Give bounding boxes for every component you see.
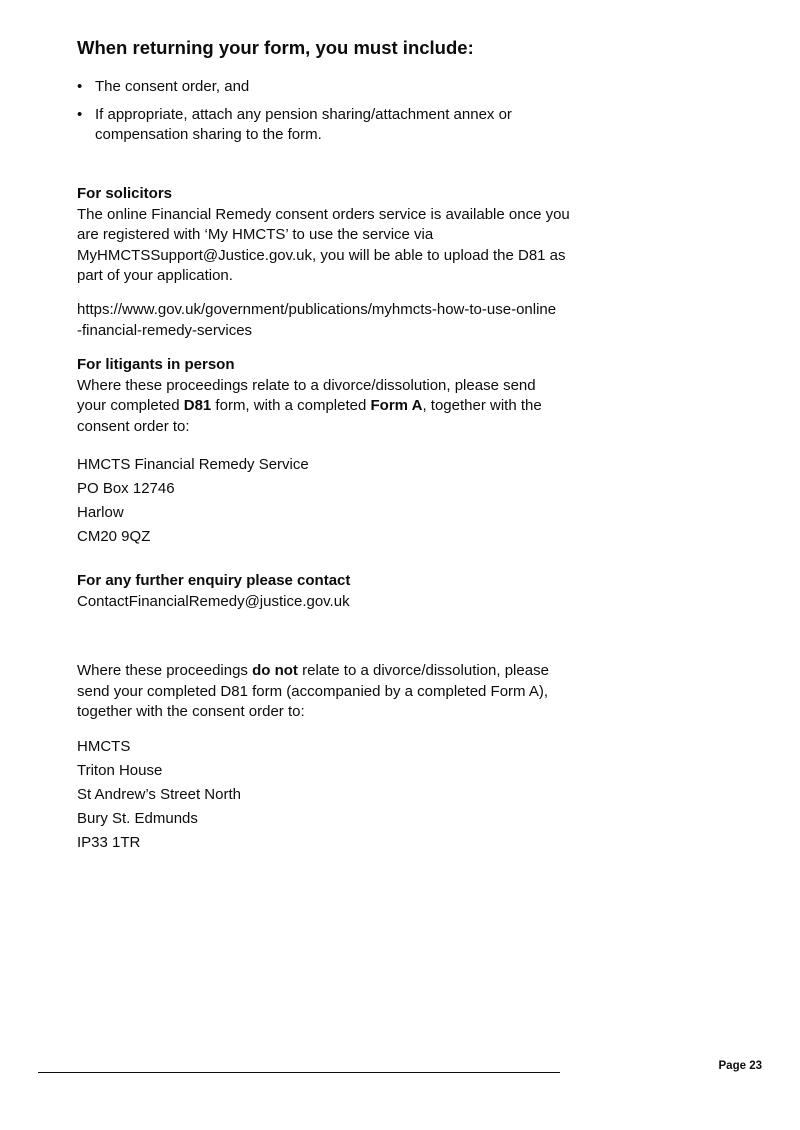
solicitors-section: [77, 184, 577, 287]
form-a-label: Form A: [370, 397, 423, 414]
guidance-link[interactable]: https://www.gov.uk/government/publications/myhmcts-how-to-use-online-financial-remedy-services: [77, 301, 557, 339]
do-not-emphasis: do not: [252, 662, 298, 679]
solicitors-text: The online Financial Remedy consent orders service is available once you are registered with ‘My HMCTS’ to use the service via MyHMCTSSupport@Justice.gov.uk, you will be able to upload the D81 as part of your application.: [77, 205, 570, 284]
list-item: • If appropriate, attach any pension sharing/attachment annex or compensation sharing to the form.: [77, 105, 597, 146]
list-item: • The consent order, and: [77, 77, 597, 98]
section-heading: When returning your form, you must include:: [77, 37, 474, 58]
address-line: IP33 1TR: [77, 834, 141, 851]
required-items-list: [77, 77, 597, 153]
triton-house-address: [77, 735, 477, 855]
page-number: Page 23: [718, 1060, 762, 1072]
address-line: HMCTS: [77, 738, 131, 755]
financial-remedy-address: [77, 453, 477, 549]
enquiry-email[interactable]: ContactFinancialRemedy@justice.gov.uk: [77, 592, 350, 610]
litigants-text: Where these proceedings relate to a divorce/dissolution, please send your completed D81 form, with a completed Form A, together with the consent order to:: [77, 376, 542, 435]
address-line: St Andrew’s Street North: [77, 786, 241, 803]
litigants-section: [77, 355, 567, 437]
litigants-heading: For litigants in person: [77, 356, 235, 373]
solicitors-heading: For solicitors: [77, 185, 173, 202]
address-line: HMCTS Financial Remedy Service: [77, 456, 309, 473]
non-divorce-text: Where these proceedings do not relate to a divorce/dissolution, please send your completed D81 form (accompanied by a completed Form A), together with the consent order to:: [77, 662, 549, 720]
address-line: Triton House: [77, 762, 163, 779]
enquiry-section: [77, 571, 577, 612]
address-line: Bury St. Edmunds: [77, 810, 198, 827]
footer-rule: [38, 1072, 560, 1073]
address-line: CM20 9QZ: [77, 528, 151, 545]
address-line: PO Box 12746: [77, 480, 175, 497]
d81-label: D81: [183, 397, 212, 414]
address-line: Harlow: [77, 504, 124, 521]
enquiry-heading: For any further enquiry please contact: [77, 572, 351, 589]
